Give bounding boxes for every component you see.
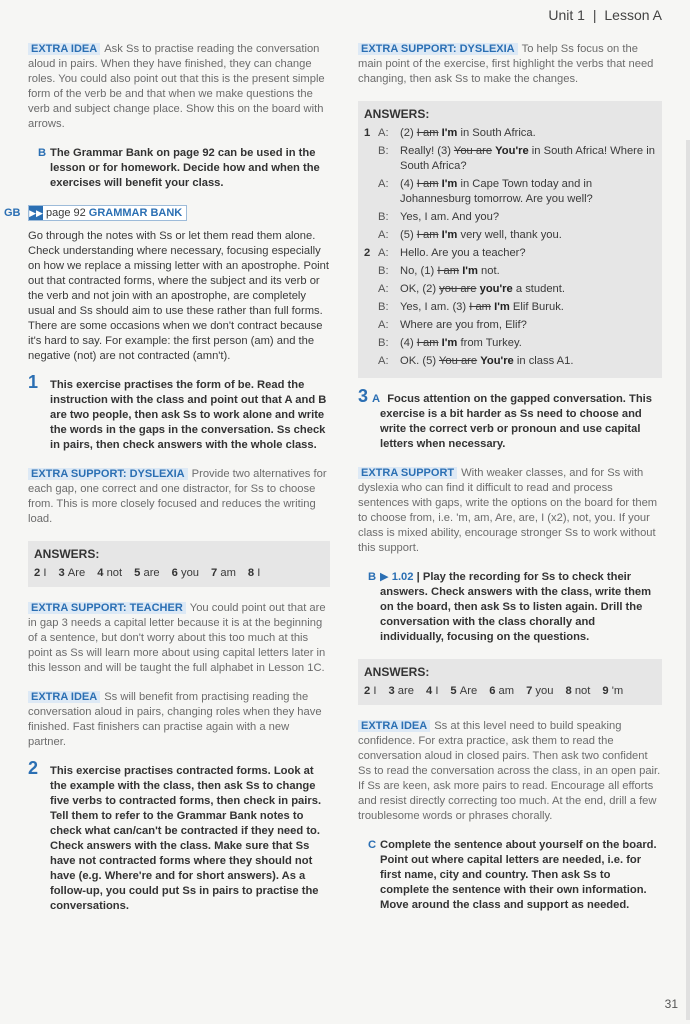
conversation-number (364, 177, 378, 207)
answer-item (211, 567, 242, 579)
contracted-form: I'm (462, 265, 478, 277)
conversation-text: Where are you from, Elif? (400, 319, 527, 331)
exercise-3a (358, 386, 662, 452)
crossed-out-form: I am (416, 127, 439, 139)
answers-heading: ANSWERS: (364, 665, 430, 679)
exercise-number: 1 (28, 372, 39, 392)
exercise-3c (358, 838, 662, 913)
answer-item (34, 567, 52, 579)
exercise-1 (28, 372, 330, 453)
conversation-number (364, 144, 378, 174)
answer-number: 5 (134, 567, 144, 579)
grammar-bank-reference (4, 205, 330, 221)
right-column (358, 42, 662, 927)
answer-value: am (220, 567, 236, 579)
answer-value: not (574, 685, 591, 697)
grammar-bank-text: Go through the notes with Ss or let them read them alone. Check understanding where necessary, focusing especially on how we replace a missing letter with an apostrophe. Point out that contracted forms, where the subject and its verb or the verb and not join with an apostrophe, are completely usual and Ss should aim to use these rather than full forms. There are some occasions when we don't contract because it's hard to say. For example: the first person (am) and the negative (not) are not contracted (amn't). (28, 230, 329, 362)
conversation-number (364, 210, 378, 225)
answer-item (450, 685, 483, 697)
answer-item (602, 685, 629, 697)
conversation-text: Yes, I am. And you? (400, 211, 500, 223)
audio-icon[interactable]: ▶ (380, 571, 389, 583)
conversation-line (364, 210, 656, 225)
answer-value: are (143, 567, 160, 579)
speaker-label: A: (378, 178, 389, 190)
contracted-form: You're (480, 355, 514, 367)
dyslexia-support-block (28, 467, 330, 527)
conversation-text: OK. (5) You are You're in class A1. (400, 355, 574, 367)
conversation-line (364, 126, 656, 141)
contracted-form: I'm (441, 337, 458, 349)
grammar-bank-page: page 92 (46, 206, 86, 219)
answer-number: 7 (526, 685, 536, 697)
answer-number: 5 (450, 685, 460, 697)
conversation-line (364, 246, 656, 261)
forward-arrow-icon: ▶▶ (29, 206, 43, 220)
extra-idea-block-1 (28, 42, 330, 132)
audio-track: 1.02 (391, 571, 414, 583)
answer-number: 3 (58, 567, 68, 579)
conversation-line (364, 318, 656, 333)
extra-idea-text: Ss at this level need to build speaking confidence. For extra practice, ask them to read the conversation aloud in closed pairs. Then ask two confident Ss to read the conversation across the class, in an open pair. If Ss are keen, ask more pairs to read. Encourage all efforts and resist directly correcting too much. At the end, drill a few troublesome words or phrases chorally. (358, 720, 661, 822)
answer-item (248, 567, 266, 579)
exercise-2-text: This exercise practises contracted forms. Look at the example with the class, then ask Ss to change five verbs to contracted forms, then check in pairs. Tell them to refer to the Grammar Bank notes to check what can/can't be contracted if they need to. Check answers with the class. Make sure that Ss have not contracted forms where they should not have (e.g. Where're and for short answers). As a follow-up, you could put Ss in pairs to practise the conversations. (50, 765, 322, 912)
answer-item (565, 685, 596, 697)
conversation-text: No, (1) I am I'm not. (400, 265, 500, 277)
exercise-3b-text: Play the recording for Ss to check their answers. Check answers with the class, write them on the board, then ask Ss to listen again. Drill the conversation with the class chorally and individually, focusing on the questions. (380, 571, 652, 643)
exercise-3c-text: Complete the sentence about yourself on the board. Point out where capital letters are needed, i.e. for first name, city and country. Then ask Ss to complete the sentence with their own information. Move around the class and support as needed. (380, 839, 657, 911)
answer-value: I (373, 685, 377, 697)
extra-support-text: With weaker classes, and for Ss with dyslexia who can find it difficult to read and process sentences with gaps, write the options on the board for them to choose from, i.e. 'm, am, Are, are, I (x2), not, you. If your class is mixed ability, encourage stronger Ss to work without this support. (358, 467, 658, 554)
crossed-out-form: I am (416, 229, 439, 241)
page-edge-bar (686, 140, 690, 1020)
extra-idea-text: Ask Ss to practise reading the conversation aloud in pairs. When they have finished, they can change roles. You could also point out that this is the present simple form of the verb be and that when we make questions the verb and subject change place. Show this on the board with arrows. (28, 43, 325, 130)
extra-support-block (358, 466, 662, 556)
item-letter-a: A (372, 393, 381, 405)
conversation-line (364, 300, 656, 315)
answer-number: 2 (364, 685, 374, 697)
crossed-out-form: I am (416, 178, 439, 190)
answer-value: I (435, 685, 439, 697)
answer-item (388, 685, 420, 697)
speaker-label: B: (378, 265, 389, 277)
crossed-out-form: I am (416, 337, 439, 349)
conversation-number (364, 264, 378, 279)
answer-value: I (257, 567, 261, 579)
answers-box-1 (28, 541, 330, 587)
item-letter-b: B (38, 147, 47, 159)
exercise-1-text: This exercise practises the form of be. Read the instruction with the class and point out that A and B are two people, then ask Ss to work alone and write the words in the gaps in the conversation. Ss check in pairs, then check answers with the whole class. (50, 379, 327, 451)
right-extra-idea-block (358, 719, 662, 824)
teacher-support-block (28, 601, 330, 676)
conversation-number: 1 (364, 127, 371, 139)
conversation-text: (4) I am I'm from Turkey. (400, 337, 522, 349)
crossed-out-form: You are (438, 355, 478, 367)
answer-number: 6 (489, 685, 499, 697)
answer-item (364, 685, 382, 697)
conversation-number: 2 (364, 247, 371, 259)
conversation-line (364, 354, 656, 369)
extra-idea-text: Ss will benefit from practising reading the conversation aloud in pairs, changing roles when they have finished. Fast finishers can practise again with a new partner. (28, 691, 322, 748)
speaker-label: A: (378, 127, 389, 139)
answer-number: 2 (34, 567, 44, 579)
conversation-line (364, 264, 656, 279)
answer-number: 7 (211, 567, 221, 579)
answers-box-2 (358, 659, 662, 705)
extra-idea-block-2 (28, 690, 330, 750)
answers-heading: ANSWERS: (364, 107, 430, 121)
exercise-3a-text: Focus attention on the gapped conversation. This exercise is a bit harder as Ss need to choose and write the correct verb or pronoun and use capital letters when necessary. (380, 393, 652, 450)
right-dyslexia-block (358, 42, 662, 87)
speaker-label: A: (378, 355, 389, 367)
answers-heading: ANSWERS: (34, 547, 100, 561)
answer-value: 'm (611, 685, 624, 697)
conversation-number (364, 354, 378, 369)
page-header (548, 8, 662, 23)
answers-box-conversation (358, 101, 662, 378)
speaker-label: A: (378, 229, 389, 241)
contracted-form: I'm (441, 178, 458, 190)
extra-support-tag: EXTRA SUPPORT (358, 467, 457, 479)
teacher-text: You could point out that are in gap 3 needs a capital letter because it is at the beginning of a sentence, but don't worry about this too much at this point as Ss will learn more about using capital letters later in this lesson and will be taught the full alphabet in Lesson 1C. (28, 602, 326, 674)
answer-number: 6 (171, 567, 181, 579)
conversation-text: (4) I am I'm in Cape Town today and in Johannesburg tomorrow. Are you well? (400, 178, 593, 205)
exercise-number: 2 (28, 758, 39, 778)
extra-idea-tag: EXTRA IDEA (28, 691, 100, 703)
item-letter-c: C (368, 839, 377, 851)
conversation-text: OK, (2) you are you're a student. (400, 283, 565, 295)
gb-tag: GB (4, 207, 21, 219)
answer-value: Are (67, 567, 86, 579)
answer-item (97, 567, 128, 579)
conversation-number (364, 336, 378, 351)
item-letter-b: B (368, 571, 377, 583)
contracted-form: I'm (441, 229, 458, 241)
speaker-label: B: (378, 145, 389, 157)
speaker-label: A: (378, 283, 389, 295)
speaker-label: A: (378, 319, 389, 331)
speaker-label: B: (378, 211, 389, 223)
extra-idea-tag: EXTRA IDEA (358, 720, 430, 732)
answer-number: 8 (565, 685, 575, 697)
exercise-3b: B ▶ 1.02 | Play the recording for Ss to check their answers. Check answers with the class, write them on the board, then ask Ss to listen again. Drill the conversation with the class chorally and individually, focusing on the questions. (368, 571, 652, 643)
answer-value: you (180, 567, 200, 579)
answers-list (364, 684, 656, 699)
answer-number: 4 (97, 567, 107, 579)
conversation-number (364, 228, 378, 243)
grammar-bank-note-text: The Grammar Bank on page 92 can be used in the lesson or for homework. Decide how and when the exercises will benefit your class. (50, 147, 320, 189)
answer-item (172, 567, 205, 579)
conversation-line (364, 177, 656, 207)
answer-item (58, 567, 91, 579)
crossed-out-form: You are (453, 145, 493, 157)
dyslexia-tag: EXTRA SUPPORT: DYSLEXIA (28, 468, 188, 480)
conversation-line (364, 228, 656, 243)
grammar-bank-link[interactable] (28, 205, 187, 221)
contracted-form: I'm (441, 127, 458, 139)
answer-number: 9 (602, 685, 612, 697)
lesson-label: Lesson A (604, 7, 662, 23)
grammar-bank-title: GRAMMAR BANK (88, 206, 183, 219)
conversation-text: Hello. Are you a teacher? (400, 247, 526, 259)
conversation-text: Yes, I am. (3) I am I'm Elif Buruk. (400, 301, 564, 313)
conversation-line (364, 282, 656, 297)
extra-idea-tag: EXTRA IDEA (28, 43, 100, 55)
unit-label: Unit 1 (548, 7, 585, 23)
conversation-number (364, 318, 378, 333)
speaker-label: B: (378, 301, 389, 313)
answer-item (489, 685, 520, 697)
contracted-form: You're (495, 145, 529, 157)
conversation-text: Really! (3) You are You're in South Africa! Where in South Africa? (400, 145, 655, 172)
answer-value: you (535, 685, 554, 697)
answer-item (426, 685, 444, 697)
contracted-form: I'm (494, 301, 510, 313)
crossed-out-form: you are (439, 283, 477, 295)
answer-number: 8 (247, 567, 258, 579)
answers-list (34, 566, 324, 581)
answers-conversation (364, 126, 656, 369)
header-separator: | (592, 7, 597, 23)
answer-number: 3 (388, 685, 398, 697)
answer-number: 4 (425, 685, 436, 697)
page-number: 31 (664, 997, 678, 1011)
left-column (4, 42, 330, 928)
dyslexia-tag: EXTRA SUPPORT: DYSLEXIA (358, 43, 518, 55)
conversation-line (364, 336, 656, 351)
conversation-number (364, 282, 378, 297)
exercise-number: 3 (358, 386, 369, 406)
dyslexia-text: Provide two alternatives for each gap, one correct and one distractor, for Ss to choose from. This is more closely focused and reduces the writing load. (28, 468, 327, 525)
answer-item (134, 567, 166, 579)
crossed-out-form: I am (437, 265, 460, 277)
grammar-bank-note (28, 146, 330, 191)
answer-value: Are (459, 685, 478, 697)
teacher-tag: EXTRA SUPPORT: TEACHER (28, 602, 186, 614)
answer-value: I (43, 567, 47, 579)
conversation-text: (2) I am I'm in South Africa. (400, 127, 536, 139)
conversation-text: (5) I am I'm very well, thank you. (400, 229, 562, 241)
dyslexia-text: To help Ss focus on the main point of the exercise, first highlight the verbs that need changing, then ask Ss to make the changes. (358, 43, 654, 85)
answer-value: are (397, 685, 414, 697)
speaker-label: A: (378, 247, 389, 259)
speaker-label: B: (378, 337, 389, 349)
answer-item (526, 685, 559, 697)
exercise-2 (28, 758, 330, 914)
contracted-form: you're (479, 283, 513, 295)
conversation-number (364, 300, 378, 315)
answer-value: am (498, 685, 515, 697)
conversation-line (364, 144, 656, 174)
crossed-out-form: I am (469, 301, 491, 313)
answer-value: not (106, 567, 123, 579)
